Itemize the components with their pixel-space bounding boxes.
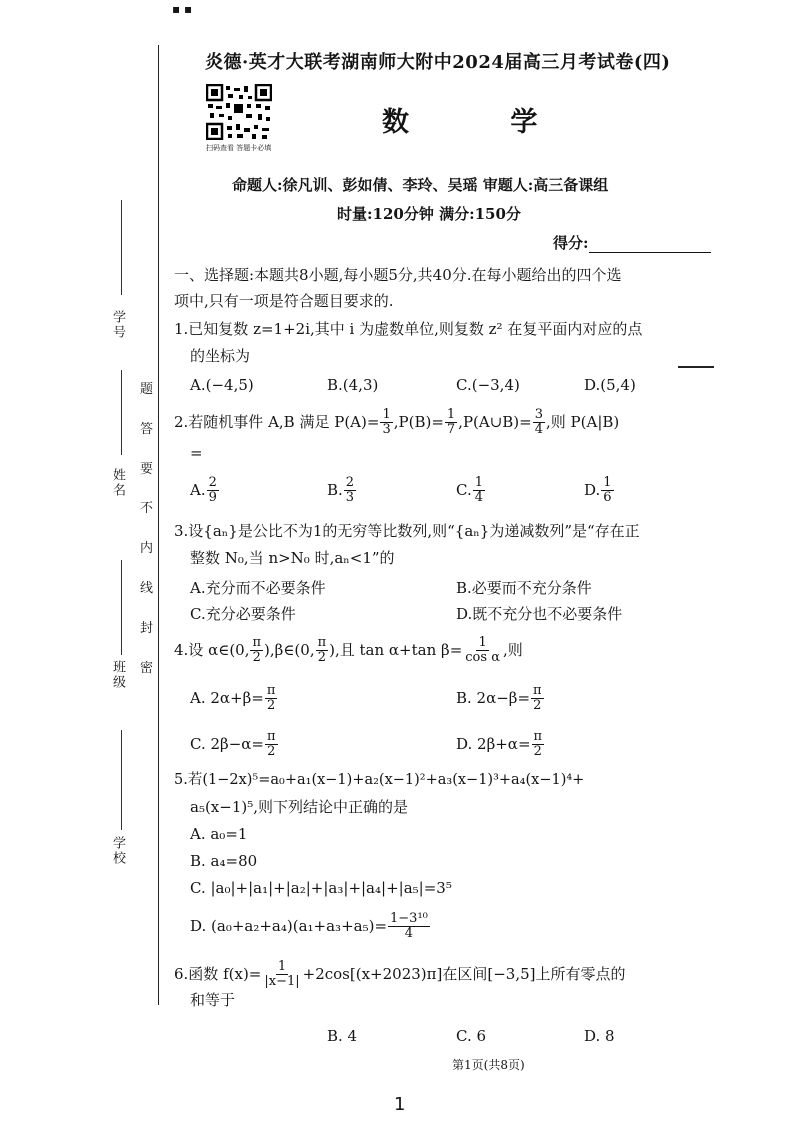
q1-option-a[interactable]: A.(−4,5)	[190, 376, 254, 394]
q1-option-c[interactable]: C.(−3,4)	[456, 376, 520, 394]
seal-char: 题	[140, 382, 154, 397]
seal-char: 密	[140, 661, 154, 676]
q3-option-c[interactable]: C.充分必要条件	[190, 605, 296, 623]
question-5-cont: a₅(x−1)⁵,则下列结论中正确的是	[190, 798, 409, 816]
q4-option-c[interactable]: C. 2β−α= $\frac{\pi}{2}$	[190, 729, 276, 760]
q2-option-c[interactable]: C. $\frac{1}{4}$	[456, 475, 483, 506]
score-blank[interactable]	[589, 238, 711, 253]
seal-char: 封	[140, 621, 154, 636]
page-info: 第1页(共8页)	[452, 1058, 525, 1072]
section-heading: 一、选择题:本题共8小题,每小题5分,共40分.在每小题给出的四个选	[174, 266, 622, 284]
page-number: 1	[394, 1094, 406, 1115]
fraction: $\frac{3}{4}$	[534, 407, 544, 438]
class-label: 班级	[110, 660, 125, 690]
q6-option-b[interactable]: B. 4	[327, 1027, 358, 1045]
question-2: 2.若随机事件 A,B 满足 P(A)= $\frac{1}{3}$ ,P(B)= $\frac{1}{7}$ ,P(A∪B)= $\frac{3}{4}$ ,则 P(A|B)	[174, 407, 620, 438]
scan-mark: ▪ ▪	[172, 2, 193, 16]
seal-char: 内	[140, 541, 154, 556]
q1-option-d[interactable]: D.(5,4)	[584, 376, 636, 394]
school-label: 学校	[110, 836, 125, 866]
time-score-line: 时量:120分钟 满分:150分	[337, 205, 521, 223]
question-2-cont: =	[190, 444, 203, 462]
section-heading-cont: 项中,只有一项是符合题目要求的.	[174, 292, 394, 310]
fraction: $\frac{1}{7}$	[446, 407, 456, 438]
seal-char: 要	[140, 462, 154, 477]
question-5: 5.若(1−2x)⁵=a₀+a₁(x−1)+a₂(x−1)²+a₃(x−1)³+a₄(x−1)⁴+	[174, 772, 585, 788]
q5-option-a[interactable]: A. a₀=1	[190, 825, 248, 843]
q2-option-d[interactable]: D. $\frac{1}{6}$	[584, 475, 612, 506]
exam-title: 炎德·英才大联考湖南师大附中2024届高三月考试卷(四)	[205, 52, 671, 73]
seal-char: 答	[140, 422, 154, 437]
name-label: 姓名	[110, 468, 125, 498]
q5-option-d[interactable]: D. (a₀+a₂+a₄)(a₁+a₃+a₅)= $\frac{\text{1−3¹⁰}}{4}$	[190, 911, 428, 942]
q2-option-a[interactable]: A. $\frac{2}{9}$	[190, 475, 217, 506]
authors-line: 命题人:徐凡训、彭如倩、李玲、吴瑶 审题人:高三备课组	[232, 176, 609, 194]
q4-option-a[interactable]: A. 2α+β= $\frac{\pi}{2}$	[190, 683, 276, 714]
school-underline	[121, 730, 122, 830]
q5-option-b[interactable]: B. a₄=80	[190, 852, 258, 870]
question-6-cont: 和等于	[190, 991, 236, 1009]
question-1: 1.已知复数 z=1+2i,其中 i 为虚数单位,则复数 z² 在复平面内对应的点	[174, 320, 643, 338]
question-3-cont: 整数 N₀,当 n>N₀ 时,aₙ<1”的	[190, 549, 395, 567]
q6-option-c[interactable]: C. 6	[456, 1027, 487, 1045]
q1-option-b[interactable]: B.(4,3)	[327, 376, 379, 394]
question-1-cont: 的坐标为	[190, 347, 251, 365]
name-underline	[121, 370, 122, 455]
q4-option-d[interactable]: D. 2β+α= $\frac{\pi}{2}$	[456, 729, 543, 760]
q5-option-c[interactable]: C. |a₀|+|a₁|+|a₂|+|a₃|+|a₄|+|a₅|=3⁵	[190, 879, 452, 897]
student-id-underline	[121, 200, 122, 295]
class-underline	[121, 560, 122, 655]
seal-char: 线	[140, 581, 154, 596]
q6-option-d[interactable]: D. 8	[584, 1027, 615, 1045]
score-label: 得分:	[553, 234, 589, 252]
question-4: 4.设 α∈(0, $\frac{\pi}{2}$ ),β∈(0, $\frac{\pi}{2}$ ),且 tan α+tan β= $\frac{1}{\text{cos α}}$ ,则	[174, 635, 523, 666]
score-field	[553, 232, 711, 253]
student-id-label: 学号	[110, 310, 125, 340]
question-3: 3.设{aₙ}是公比不为1的无穷等比数列,则“{aₙ}为递减数列”是“存在正	[174, 522, 640, 540]
q3-option-d[interactable]: D.既不充分也不必要条件	[456, 605, 623, 623]
qr-caption: 扫码查看 答题卡必填	[206, 144, 272, 152]
pen-mark	[678, 366, 714, 368]
q4-option-b[interactable]: B. 2α−β= $\frac{\pi}{2}$	[456, 683, 542, 714]
binding-line	[158, 45, 159, 1005]
fraction: $\frac{1}{3}$	[382, 407, 391, 438]
q3-option-a[interactable]: A.充分而不必要条件	[190, 579, 326, 597]
seal-char: 不	[140, 501, 154, 516]
q3-option-b[interactable]: B.必要而不充分条件	[456, 579, 592, 597]
subject-title: 数 学	[382, 107, 584, 138]
question-6: 6.函数 f(x)= $\frac{1}{|x-1|}$ +2cos[(x+2023)π]在区间[−3,5]上所有零点的	[174, 959, 626, 990]
q2-option-b[interactable]: B. $\frac{2}{3}$	[327, 475, 355, 506]
qr-code-icon	[206, 84, 272, 140]
